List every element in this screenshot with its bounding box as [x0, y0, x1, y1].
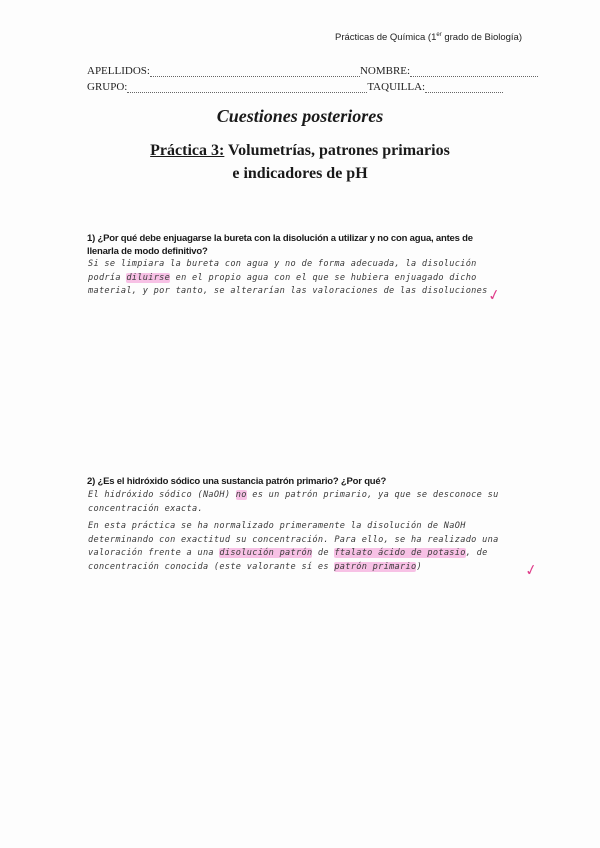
answer-1-part-b: en el propio agua con el que se hubiera enjuagado dicho material, y por tanto, se alterarían las valoraciones de las disoluciones: [88, 272, 488, 296]
answer-2-p2-b: de: [312, 548, 335, 558]
answer-1: [88, 258, 513, 299]
answer-1-part-a: Si se limpiara la bureta con agua y no de forma adecuada, la disolución podría: [88, 259, 477, 283]
taquilla-label: TAQUILLA:: [367, 81, 426, 93]
answer-2-p2-a: En esta práctica se ha normalizado primeramente la disolución de NaOH determinando con exactitud su concentración. Para ello, se ha realizado una valoración frente a una: [88, 521, 499, 558]
answer-2-p2-d: ): [416, 561, 422, 572]
practice-subtitle-line1: Volumetrías, patrones primarios: [224, 142, 450, 159]
practice-title: [0, 139, 600, 185]
nombre-field[interactable]: [410, 66, 538, 77]
answer-2-p2-highlight-1: disolución patrón: [219, 548, 313, 558]
page-title: Cuestiones posteriores: [216, 106, 384, 126]
check-mark-icon: ✓: [523, 559, 540, 581]
nombre-label: NOMBRE:: [359, 65, 411, 77]
taquilla-field[interactable]: [425, 82, 503, 93]
answer-2-paragraph-2: [88, 520, 513, 574]
course-prefix: Prácticas de Química (1: [335, 32, 437, 44]
answer-2-p1-b: es un patrón primario, ya que se desconoce su concentración exacta.: [88, 490, 499, 514]
course-header: [335, 32, 522, 43]
answer-2-p2-highlight-3: patrón primario: [334, 561, 417, 572]
apellidos-field[interactable]: [150, 66, 360, 77]
practice-number: Práctica 3:: [150, 142, 225, 159]
form-row-apellidos: [87, 65, 538, 77]
answer-2-p2-highlight-2: ftalato ácido de potasio: [334, 548, 466, 558]
course-suffix: grado de Biología): [441, 32, 522, 44]
form-row-grupo: [87, 81, 503, 93]
course-sup: er: [436, 32, 442, 38]
answer-1-highlight: diluirse: [126, 272, 171, 283]
answer-2-p1-a: El hidróxido sódico (NaOH): [88, 490, 236, 500]
answer-2-paragraph-1: [88, 489, 513, 516]
answer-2-p1-highlight: no: [235, 490, 247, 500]
grupo-label: GRUPO:: [87, 81, 128, 93]
apellidos-label: APELLIDOS:: [87, 65, 150, 77]
check-mark-icon: ✓: [486, 284, 503, 306]
practice-subtitle-line2: e indicadores de pH: [232, 165, 368, 182]
grupo-field[interactable]: [127, 82, 367, 93]
question-1: 1) ¿Por qué debe enjuagarse la bureta con la disolución a utilizar y no con agua, antes de llenarla de modo definitivo?: [87, 233, 473, 257]
answer-2-p2-c: , de concentración conocida (este valorante sí es: [88, 548, 488, 572]
question-2: 2) ¿Es el hidróxido sódico una sustancia patrón primario? ¿Por qué?: [87, 476, 387, 487]
